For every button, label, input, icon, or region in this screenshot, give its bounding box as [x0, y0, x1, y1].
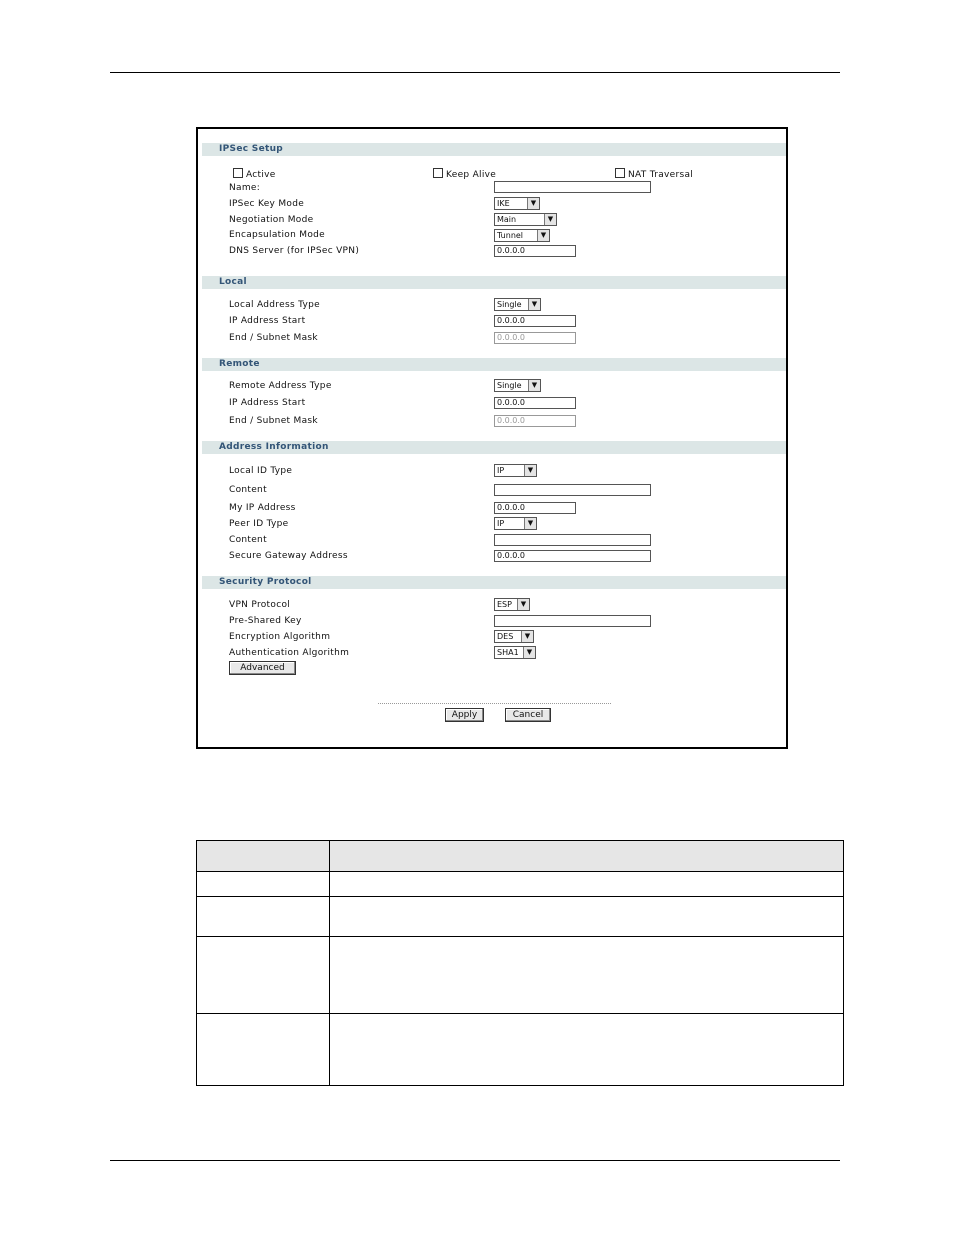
- chevron-down-icon: ▼: [528, 299, 540, 310]
- table-header-cell: [197, 841, 330, 872]
- section-title: IPSec Setup: [219, 144, 284, 154]
- local-address-type-select[interactable]: [494, 298, 541, 311]
- active-label: Active: [246, 170, 276, 180]
- keep-alive-label: Keep Alive: [446, 170, 497, 180]
- encryption-algorithm-select[interactable]: [494, 630, 534, 643]
- local-id-type-label: Local ID Type: [229, 466, 293, 476]
- remote-address-type-select[interactable]: [494, 379, 541, 392]
- ipsec-key-mode-select[interactable]: [494, 197, 540, 210]
- chevron-down-icon: ▼: [544, 214, 556, 225]
- peer-id-type-select[interactable]: [494, 517, 537, 530]
- my-ip-address-label: My IP Address: [229, 503, 296, 513]
- ipsec-key-mode-label: IPSec Key Mode: [229, 199, 305, 209]
- select-value: Single: [497, 300, 522, 309]
- peer-content-input[interactable]: [494, 534, 651, 546]
- authentication-algorithm-label: Authentication Algorithm: [229, 648, 350, 658]
- peer-id-type-label: Peer ID Type: [229, 519, 289, 529]
- local-content-label: Content: [229, 485, 267, 495]
- section-title: Remote: [219, 359, 260, 369]
- select-value: IKE: [497, 199, 510, 208]
- cancel-button[interactable]: Cancel: [505, 708, 551, 722]
- table-row: [197, 872, 844, 897]
- select-value: Single: [497, 381, 522, 390]
- keep-alive-checkbox[interactable]: [433, 168, 496, 181]
- checkbox-icon: [615, 168, 625, 178]
- local-end-mask-label: End / Subnet Mask: [229, 333, 318, 343]
- chevron-down-icon: ▼: [524, 518, 536, 529]
- table-cell: [330, 937, 844, 1014]
- table-row: [197, 1014, 844, 1086]
- secure-gateway-label: Secure Gateway Address: [229, 551, 348, 561]
- table-header-cell: [330, 841, 844, 872]
- select-value: IP: [497, 466, 505, 475]
- table-cell: [197, 1014, 330, 1086]
- nat-traversal-checkbox[interactable]: [615, 168, 693, 181]
- select-value: ESP: [497, 600, 512, 609]
- table-cell: [197, 937, 330, 1014]
- table-cell: [197, 897, 330, 937]
- vpn-protocol-label: VPN Protocol: [229, 600, 291, 610]
- section-header-security-protocol: [202, 576, 786, 589]
- peer-content-label: Content: [229, 535, 267, 545]
- section-header-local: [202, 276, 786, 289]
- chevron-down-icon: ▼: [528, 380, 540, 391]
- encapsulation-mode-label: Encapsulation Mode: [229, 230, 325, 240]
- table-cell: [330, 1014, 844, 1086]
- my-ip-address-input[interactable]: 0.0.0.0: [494, 502, 576, 514]
- section-title: Address Information: [219, 442, 329, 452]
- select-value: Tunnel: [497, 231, 524, 240]
- table-row: [197, 937, 844, 1014]
- negotiation-mode-select[interactable]: [494, 213, 557, 226]
- dns-server-label: DNS Server (for IPSec VPN): [229, 246, 360, 256]
- dns-server-input[interactable]: 0.0.0.0: [494, 245, 576, 257]
- local-address-type-label: Local Address Type: [229, 300, 320, 310]
- checkbox-icon: [433, 168, 443, 178]
- remote-address-type-label: Remote Address Type: [229, 381, 332, 391]
- local-content-input[interactable]: [494, 484, 651, 496]
- chevron-down-icon: ▼: [537, 230, 549, 241]
- active-checkbox[interactable]: [233, 168, 276, 181]
- description-table: [196, 840, 844, 1086]
- pre-shared-key-label: Pre-Shared Key: [229, 616, 302, 626]
- authentication-algorithm-select[interactable]: [494, 646, 536, 659]
- local-id-type-select[interactable]: [494, 464, 537, 477]
- advanced-button[interactable]: Advanced: [229, 661, 296, 675]
- section-header-ipsec-setup: [202, 143, 786, 156]
- name-label: Name:: [229, 183, 261, 193]
- remote-ip-start-input[interactable]: 0.0.0.0: [494, 397, 576, 409]
- remote-end-mask-input[interactable]: 0.0.0.0: [494, 415, 576, 427]
- checkbox-icon: [233, 168, 243, 178]
- ipsec-config-panel: [196, 127, 788, 749]
- encapsulation-mode-select[interactable]: [494, 229, 550, 242]
- encryption-algorithm-label: Encryption Algorithm: [229, 632, 331, 642]
- local-ip-start-label: IP Address Start: [229, 316, 306, 326]
- vpn-protocol-select[interactable]: [494, 598, 530, 611]
- section-header-address-information: [202, 441, 786, 454]
- local-ip-start-input[interactable]: 0.0.0.0: [494, 315, 576, 327]
- chevron-down-icon: ▼: [517, 599, 529, 610]
- remote-end-mask-label: End / Subnet Mask: [229, 416, 318, 426]
- chevron-down-icon: ▼: [527, 198, 539, 209]
- chevron-down-icon: ▼: [523, 647, 535, 658]
- negotiation-mode-label: Negotiation Mode: [229, 215, 314, 225]
- select-value: IP: [497, 519, 505, 528]
- table-cell: [330, 897, 844, 937]
- table-cell: [197, 872, 330, 897]
- table-cell: [330, 872, 844, 897]
- local-end-mask-input[interactable]: 0.0.0.0: [494, 332, 576, 344]
- nat-traversal-label: NAT Traversal: [628, 170, 694, 180]
- select-value: DES: [497, 632, 514, 641]
- table-header-row: [197, 841, 844, 872]
- section-title: Security Protocol: [219, 577, 312, 587]
- remote-ip-start-label: IP Address Start: [229, 398, 306, 408]
- header-rule: [110, 72, 840, 73]
- table-row: [197, 897, 844, 937]
- pre-shared-key-input[interactable]: [494, 615, 651, 627]
- secure-gateway-input[interactable]: 0.0.0.0: [494, 550, 651, 562]
- button-divider: [378, 703, 611, 704]
- select-value: Main: [497, 215, 517, 224]
- section-title: Local: [219, 277, 247, 287]
- footer-rule: [110, 1160, 840, 1161]
- section-header-remote: [202, 358, 786, 371]
- chevron-down-icon: ▼: [524, 465, 536, 476]
- apply-button[interactable]: Apply: [445, 708, 484, 722]
- chevron-down-icon: ▼: [521, 631, 533, 642]
- select-value: SHA1: [497, 648, 519, 657]
- name-input[interactable]: [494, 181, 651, 193]
